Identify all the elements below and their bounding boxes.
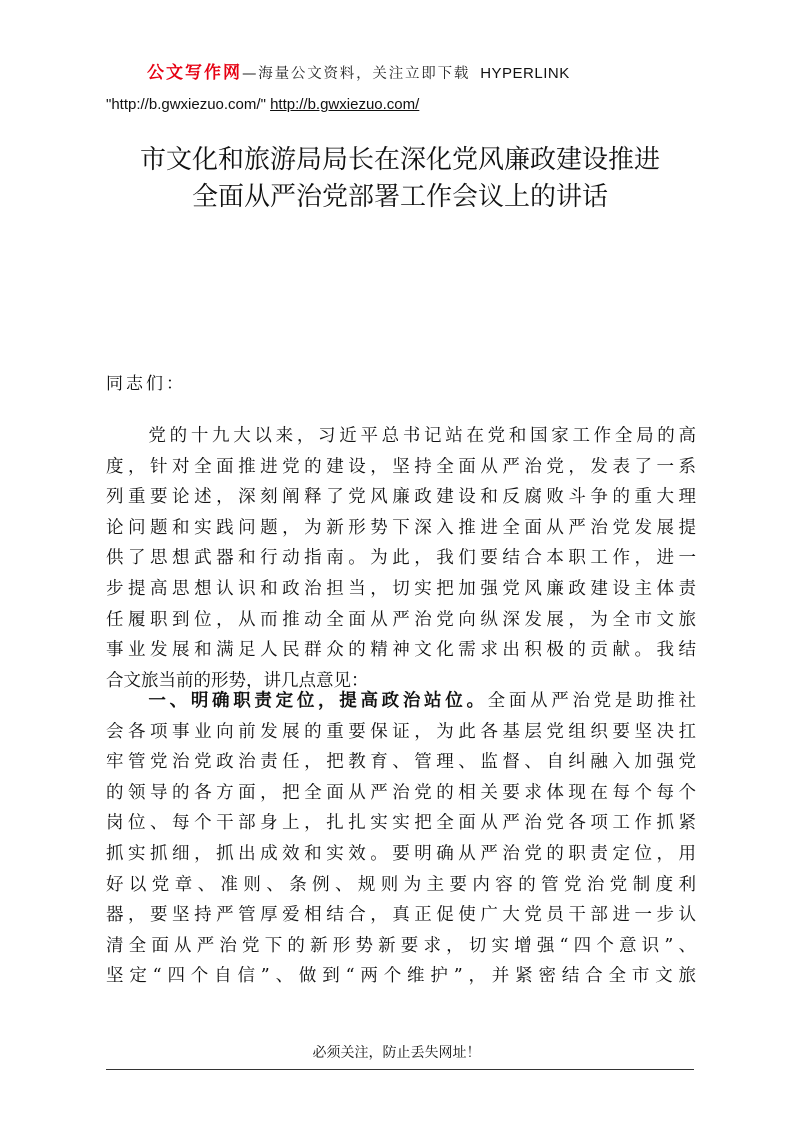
site-url-link[interactable]: http://b.gwxiezuo.com/ [270, 96, 420, 113]
paragraph-line: 供了思想武器和行动指南。为此，我们要结合本职工作，进一 [106, 548, 696, 569]
paragraph-line: 岗位、每个干部身上，扎扎实实把全面从严治党各项工作抓紧 [106, 813, 696, 834]
section-heading: 一、明确职责定位，提高政治站位。 [106, 691, 488, 711]
paragraph-section-one [106, 686, 696, 992]
paragraph-line: 度，针对全面推进党的建设，坚持全面从严治党，发表了一系 [106, 456, 696, 477]
title-line-2: 全面从严治党部署工作会议上的讲话 [191, 182, 608, 212]
paragraph-line: 坚定“四个自信”、做到“两个维护”，并紧密结合全市文旅 [106, 966, 696, 987]
paragraph-line: 牢管党治党政治责任，把教育、管理、监督、自纠融入加强党 [106, 752, 696, 773]
paragraph-line: 党的十九大以来，习近平总书记站在党和国家工作全局的高 [106, 426, 696, 446]
paragraph-line: 会各项事业向前发展的重要保证，为此各基层党组织要坚决扛 [106, 721, 696, 742]
site-brand[interactable]: 公文写作网 [147, 63, 242, 83]
paragraph-line: 任履职到位，从而推动全面从严治党向纵深发展，为全市文旅 [106, 609, 696, 630]
paragraph-line: 的领导的各方面，把全面从严治党的相关要求体现在每个每个 [106, 782, 696, 803]
section-heading-rest: 全面从严治党是助推社 [487, 691, 697, 711]
paragraph-intro [106, 421, 696, 696]
hyperlink-field-code: HYPERLINK [480, 65, 570, 82]
hyperlink-field-url: "http://b.gwxiezuo.com/" [106, 96, 266, 113]
site-header [147, 62, 707, 85]
site-url-line [106, 94, 419, 116]
paragraph-line: 抓实抓细，抓出成效和实效。要明确从严治党的职责定位，用 [106, 843, 696, 864]
title-line-1: 市文化和旅游局局长在深化党风廉政建设推进 [139, 145, 660, 175]
site-slogan: —海量公文资料，关注立即下载 [242, 66, 471, 82]
paragraph-line: 器，要坚持严管厚爱相结合，真正促使广大党员干部进一步认 [106, 905, 696, 926]
salutation: 同志们： [106, 374, 186, 394]
footer-notice: 必须关注，防止丢失网址！ [312, 1045, 481, 1061]
paragraph-line: 论问题和实践问题，为新形势下深入推进全面从严治党发展提 [106, 517, 696, 538]
paragraph-line: 列重要论述，深刻阐释了党风廉政建设和反腐败斗争的重大理 [106, 487, 696, 508]
paragraph-line: 好以党章、准则、条例、规则为主要内容的管党治党制度利 [106, 874, 696, 895]
paragraph-first-line [106, 686, 696, 717]
paragraph-line: 步提高思想认识和政治担当，切实把加强党风廉政建设主体责 [106, 578, 696, 599]
paragraph-line: 事业发展和满足人民群众的精神文化需求出积极的贡献。我结 [106, 640, 696, 661]
footer-divider [106, 1069, 694, 1070]
paragraph-line: 合文旅当前的形势，讲几点意见： [106, 670, 369, 691]
document-title [100, 142, 700, 216]
paragraph-line: 清全面从严治党下的新形势新要求，切实增强“四个意识”、 [106, 935, 696, 956]
